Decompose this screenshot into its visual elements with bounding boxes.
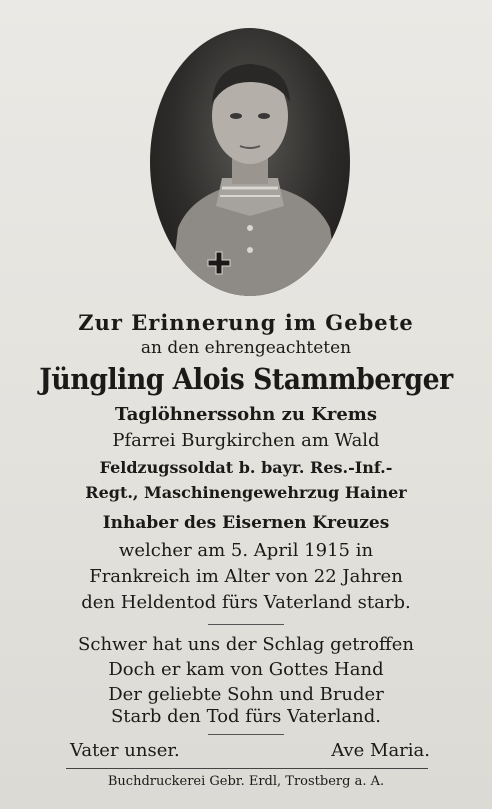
verse-line-2: Doch er kam von Gottes Hand	[108, 659, 384, 680]
death-line-1: welcher am 5. April 1915 in	[118, 540, 374, 561]
unit-line-1: Feldzugssoldat b. bayr. Res.-Inf.-	[99, 458, 393, 477]
decoration-line: Inhaber des Eisernen Kreuzes	[102, 513, 390, 533]
unit-line-2: Regt., Maschinengewehrzug Hainer	[85, 483, 407, 502]
verse-line-3: Der geliebte Sohn und Bruder	[108, 684, 384, 705]
death-line-2: Frankreich im Alter von 22 Jahren	[89, 566, 403, 587]
divider	[208, 734, 284, 735]
parish-line: Pfarrei Burgkirchen am Wald	[112, 430, 380, 451]
portrait-photo	[150, 28, 350, 296]
verse-line-4: Starb den Tod fürs Vaterland.	[110, 706, 382, 727]
prayer-our-father: Vater unser.	[70, 740, 180, 761]
soldier-portrait-image	[150, 28, 350, 296]
printer-imprint: Buchdruckerei Gebr. Erdl, Trostberg a. A.	[107, 774, 385, 789]
deceased-name: Jüngling Alois Stammberger	[39, 362, 453, 396]
remembrance-heading: Zur Erinnerung im Gebete	[78, 310, 414, 335]
family-line: Taglöhnerssohn zu Krems	[115, 404, 377, 425]
death-line-3: den Heldentod fürs Vaterland starb.	[81, 592, 411, 613]
prayer-hail-mary: Ave Maria.	[331, 740, 430, 761]
divider	[208, 624, 284, 625]
verse-line-1: Schwer hat uns der Schlag getroffen	[78, 634, 414, 655]
footer-divider	[66, 768, 428, 769]
dedication-line: an den ehrengeachteten	[140, 338, 352, 358]
